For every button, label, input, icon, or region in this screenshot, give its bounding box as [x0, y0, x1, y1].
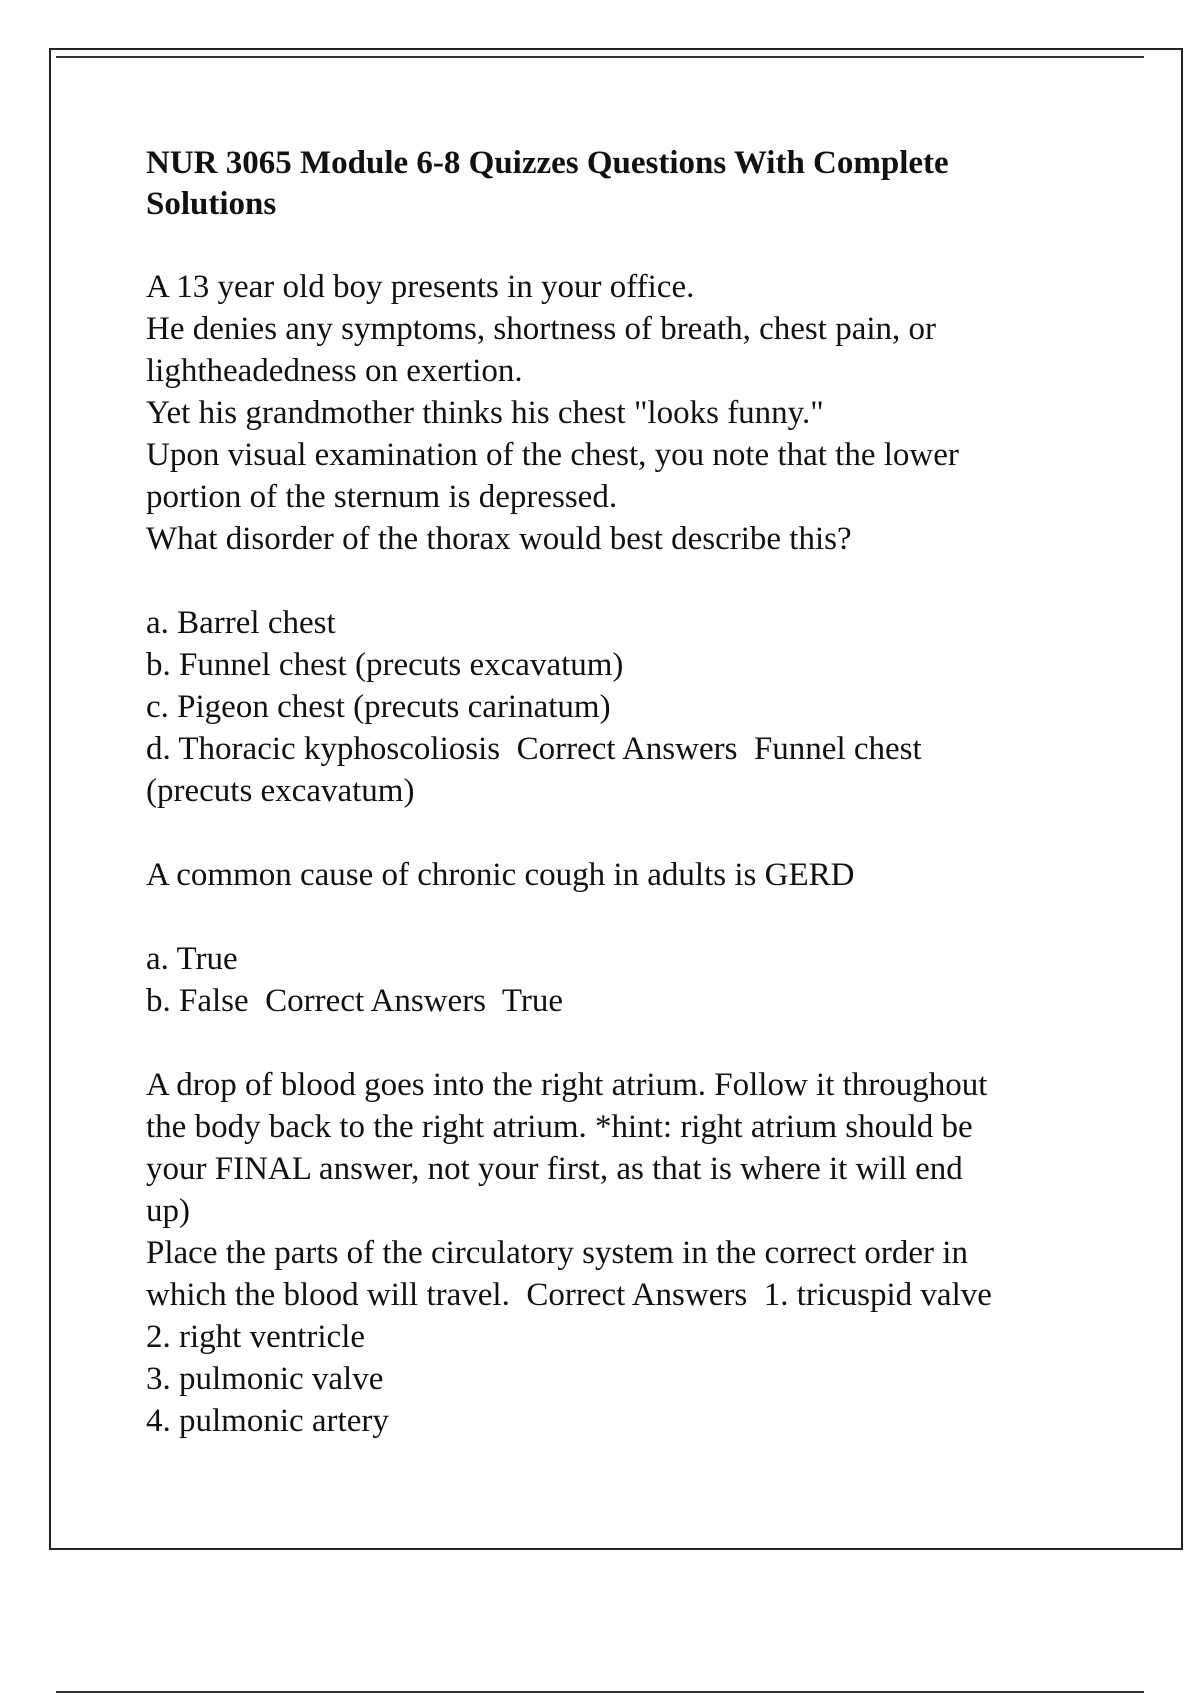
- question-text-line: 4. pulmonic artery: [146, 1403, 389, 1439]
- question-stem-line: He denies any symptoms, shortness of breath, chest pain, or: [146, 311, 937, 347]
- question-stem-line: Upon visual examination of the chest, you note that the lower: [146, 437, 959, 473]
- question-stem-line: A 13 year old boy presents in your office.: [146, 269, 695, 305]
- question-text-line: Place the parts of the circulatory system in the correct order in: [146, 1235, 968, 1271]
- question-text-line: 2. right ventricle: [146, 1319, 366, 1355]
- question-text-line: your FINAL answer, not your first, as that is where it will end: [146, 1151, 963, 1187]
- question-3: [146, 1064, 1106, 1442]
- question-text-line: 3. pulmonic valve: [146, 1361, 384, 1397]
- document-body: [146, 143, 1106, 1442]
- question-stem-line: lightheadedness on exertion.: [146, 353, 523, 389]
- bottom-rule: [56, 1691, 1144, 1693]
- question-text-line: up): [146, 1193, 190, 1229]
- question-stem-line: portion of the sternum is depressed.: [146, 479, 618, 515]
- answer-option: b. Funnel chest (precuts excavatum): [146, 647, 624, 683]
- question-2: [146, 854, 1106, 1022]
- answer-option: c. Pigeon chest (precuts carinatum): [146, 689, 611, 725]
- answer-option: a. True: [146, 941, 238, 977]
- question-text-line: which the blood will travel. Correct Answers 1. tricuspid valve: [146, 1277, 992, 1313]
- title-line: Solutions: [146, 186, 277, 222]
- answer-option: (precuts excavatum): [146, 773, 415, 809]
- spacer: [146, 1022, 1106, 1064]
- spacer: [146, 812, 1106, 854]
- document-title: [146, 143, 1106, 225]
- spacer: [146, 560, 1106, 602]
- question-text-line: the body back to the right atrium. *hint: right atrium should be: [146, 1109, 973, 1145]
- spacer: [146, 896, 1106, 938]
- question-stem-line: What disorder of the thorax would best describe this?: [146, 521, 852, 557]
- answer-option: a. Barrel chest: [146, 605, 336, 641]
- question-1: [146, 266, 1106, 812]
- answer-option: d. Thoracic kyphoscoliosis Correct Answers Funnel chest: [146, 731, 922, 767]
- question-stem-line: A common cause of chronic cough in adults is GERD: [146, 857, 855, 893]
- question-text-line: A drop of blood goes into the right atrium. Follow it throughout: [146, 1067, 988, 1103]
- title-line: NUR 3065 Module 6-8 Quizzes Questions With Complete: [146, 145, 949, 181]
- question-stem-line: Yet his grandmother thinks his chest "looks funny.": [146, 395, 824, 431]
- answer-option: b. False Correct Answers True: [146, 983, 564, 1019]
- top-rule: [56, 56, 1144, 58]
